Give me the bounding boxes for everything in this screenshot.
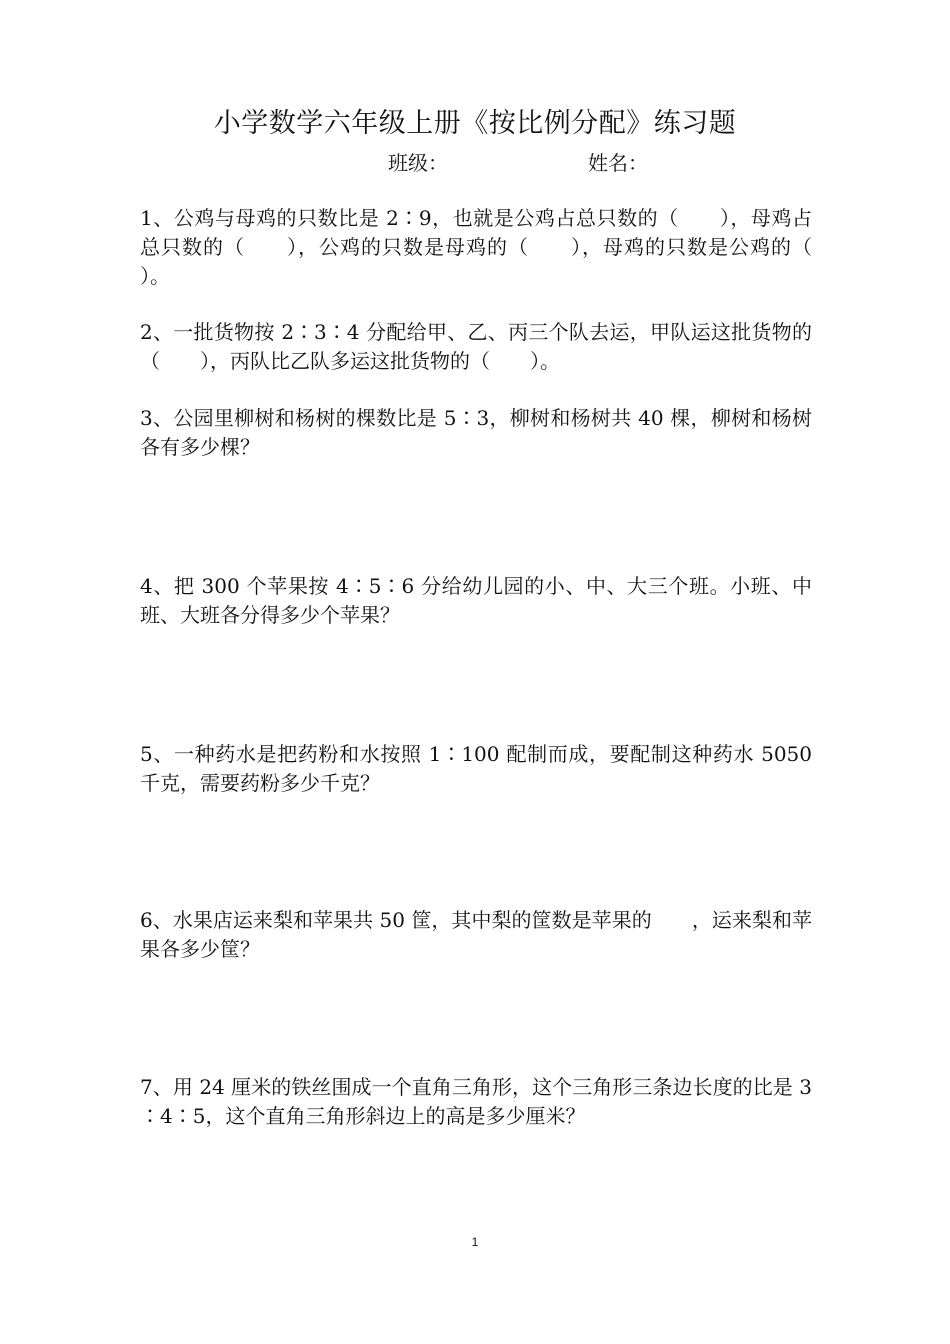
- question-5: 5、一种药水是把药粉和水按照 1∶100 配制而成，要配制这种药水 5050 千克，需要药粉多少千克？: [140, 742, 812, 795]
- name-label: 姓名：: [588, 151, 648, 175]
- question-2: 2、一批货物按 2∶3∶4 分配给甲、乙、丙三个队去运，甲队运这批货物的（ ），丙队比乙队多运这批货物的（ ）。: [140, 320, 812, 373]
- class-label: 班级：: [388, 151, 448, 175]
- question-6: 6、水果店运来梨和苹果共 50 筐，其中梨的筐数是苹果的 ，运来梨和苹果各多少筐？: [140, 908, 812, 961]
- question-1: 1、公鸡与母鸡的只数比是 2∶9，也就是公鸡占总只数的（ ），母鸡占总只数的（ ），公鸡的只数是母鸡的（ ），母鸡的只数是公鸡的（ ）。: [140, 206, 852, 288]
- page-number: 1: [471, 1235, 479, 1249]
- question-4: 4、把 300 个苹果按 4∶5∶6 分给幼儿园的小、中、大三个班。小班、中班、大班各分得多少个苹果？: [140, 574, 812, 627]
- question-7: 7、用 24 厘米的铁丝围成一个直角三角形，这个三角形三条边长度的比是 3∶4∶5，这个直角三角形斜边上的高是多少厘米？: [140, 1075, 812, 1128]
- question-3: 3、公园里柳树和杨树的棵数比是 5∶3，柳树和杨树共 40 棵，柳树和杨树各有多少棵？: [140, 406, 812, 459]
- worksheet-title: 小学数学六年级上册《按比例分配》练习题: [213, 108, 737, 139]
